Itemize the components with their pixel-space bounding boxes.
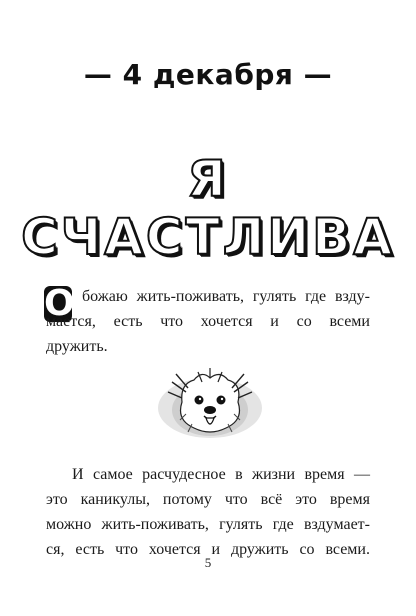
paragraph-1-line-2: мается, есть что хочется и со всеми (46, 313, 370, 330)
paragraph-2: И самое расчудесное в жизни время — это каникулы, потому что всё это время можно жить-поживать, гулять где вздумает- ся, есть что хочется и дружить со всеми. (46, 466, 370, 558)
fluffy-dog-icon (152, 362, 268, 444)
page-number: 5 (204, 555, 212, 570)
chapter-title: Я СЧАСТЛИВА (21, 150, 395, 266)
date-heading: — 4 декабря — (83, 58, 333, 91)
paragraph-1-line-1: божаю жить-поживать, гулять где взду- (82, 288, 370, 305)
paragraph-1-line-3: дружить. (46, 338, 108, 355)
drop-cap-letter: О (44, 283, 75, 324)
